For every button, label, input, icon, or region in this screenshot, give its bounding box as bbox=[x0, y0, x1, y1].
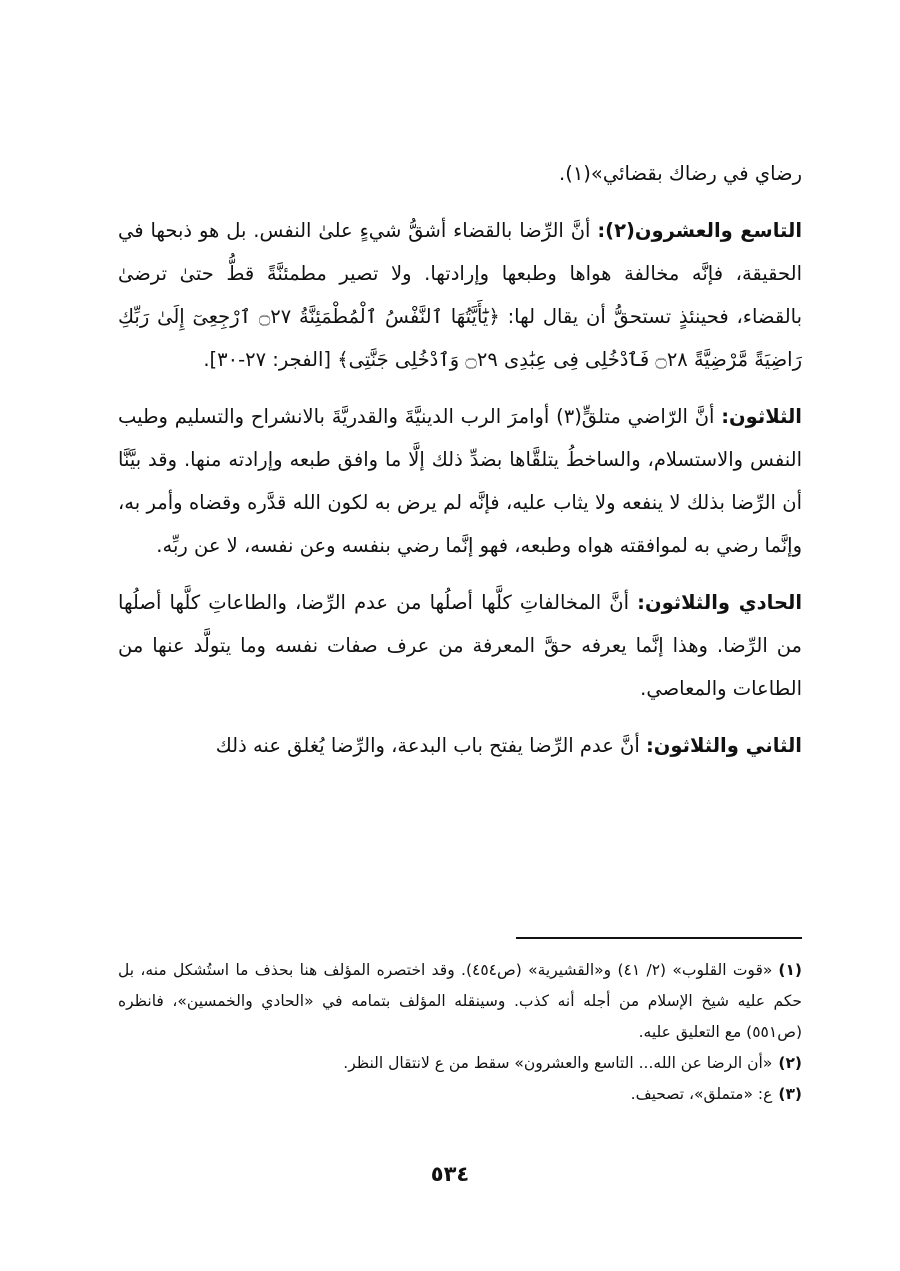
footnote-2 bbox=[118, 1048, 802, 1079]
paragraph-3-text: أنَّ الرّاضي متلقٍّ(٣) أوامرَ الرب الدينيَّةَ والقدريَّةَ بالانشراح والتسليم وطيب النفس والاستسلام، والساخطُ يتلقَّاها بضدِّ ذلك إلَّا ما وافق طبعه وإرادته منها. وقد بيَّنَّا أن الرِّضا بذلك لا ينفعه ولا يثاب عليه، فإنَّه لم يرض به لكون الله قدَّره وقضاه وأمر به، وإنَّما رضي به لموافقته هواه وطبعه، فهو إنَّما رضي بنفسه وعن نفسه، لا عن ربِّه. bbox=[118, 405, 802, 557]
footnote-1-text: «قوت القلوب» (٢/ ٤١) و«القشيرية» (ص٤٥٤). وقد اختصره المؤلف هنا بحذف ما استُشكل منه، بل حكم عليه شيخ الإسلام من أجله أنه كذب. وسينقله المؤلف بتمامه في «الحادي والخمسين»، فانظره (ص٥٥١) مع التعليق عليه. bbox=[118, 961, 802, 1041]
paragraph-4-heading: الحادي والثلاثون: bbox=[637, 591, 803, 614]
paragraph-3-heading: الثلاثون: bbox=[721, 405, 802, 428]
footnote-separator bbox=[516, 937, 802, 939]
footnotes bbox=[118, 955, 802, 1110]
main-text bbox=[118, 152, 802, 781]
paragraph-3 bbox=[118, 395, 802, 567]
footnote-2-text: «أن الرضا عن الله... التاسع والعشرون» سقط من ع لانتقال النظر. bbox=[343, 1054, 773, 1072]
paragraph-4 bbox=[118, 581, 802, 710]
paragraph-2 bbox=[118, 209, 802, 381]
paragraph-1 bbox=[118, 152, 802, 195]
footnote-2-number: (٢) bbox=[778, 1054, 802, 1072]
footnote-3-number: (٣) bbox=[778, 1085, 802, 1103]
footnote-1-number: (١) bbox=[778, 961, 802, 979]
footnote-1 bbox=[118, 955, 802, 1048]
page-number: ٥٣٤ bbox=[430, 1162, 470, 1186]
footnote-3-text: ع: «متملق»، تصحيف. bbox=[630, 1085, 773, 1103]
footnote-3 bbox=[118, 1079, 802, 1110]
paragraph-1-text: رضاي في رضاك بقضائي»(١). bbox=[559, 162, 802, 185]
paragraph-5-text: أنَّ عدم الرِّضا يفتح باب البدعة، والرِّضا يُغلق عنه ذلك bbox=[215, 734, 646, 757]
paragraph-5 bbox=[118, 724, 802, 767]
paragraph-2-heading: التاسع والعشرون(٢): bbox=[597, 219, 803, 242]
paragraph-2-text: أنَّ الرِّضا بالقضاء أشقُّ شيءٍ علىٰ النفس. بل هو ذبحها في الحقيقة، فإنَّه مخالفة هواها وطبعها وإرادتها. ولا تصير مطمئنَّةً قطُّ حتىٰ ترضىٰ بالقضاء، فحينئذٍ تستحقُّ أن يقال لها: ﴿يَٰٓأَيَّتُهَا ٱلنَّفْسُ ٱلْمُطْمَئِنَّةُ ۝٢٧ ٱرْجِعِىٓ إِلَىٰ رَبِّكِ رَاضِيَةً مَّرْضِيَّةً ۝٢٨ فَٱدْخُلِى فِى عِبَٰدِى ۝٢٩ وَٱدْخُلِى جَنَّتِى﴾ [الفجر: ٢٧-٣٠]. bbox=[118, 219, 803, 371]
paragraph-5-heading: الثاني والثلاثون: bbox=[645, 734, 802, 757]
paragraph-4-text: أنَّ المخالفاتِ كلَّها أصلُها من عدم الرِّضا، والطاعاتِ كلَّها أصلُها من الرِّضا. وهذا إنَّما يعرفه حقَّ المعرفة من عرف صفات نفسه وما يتولَّد عنها من الطاعات والمعاصي. bbox=[118, 591, 802, 700]
